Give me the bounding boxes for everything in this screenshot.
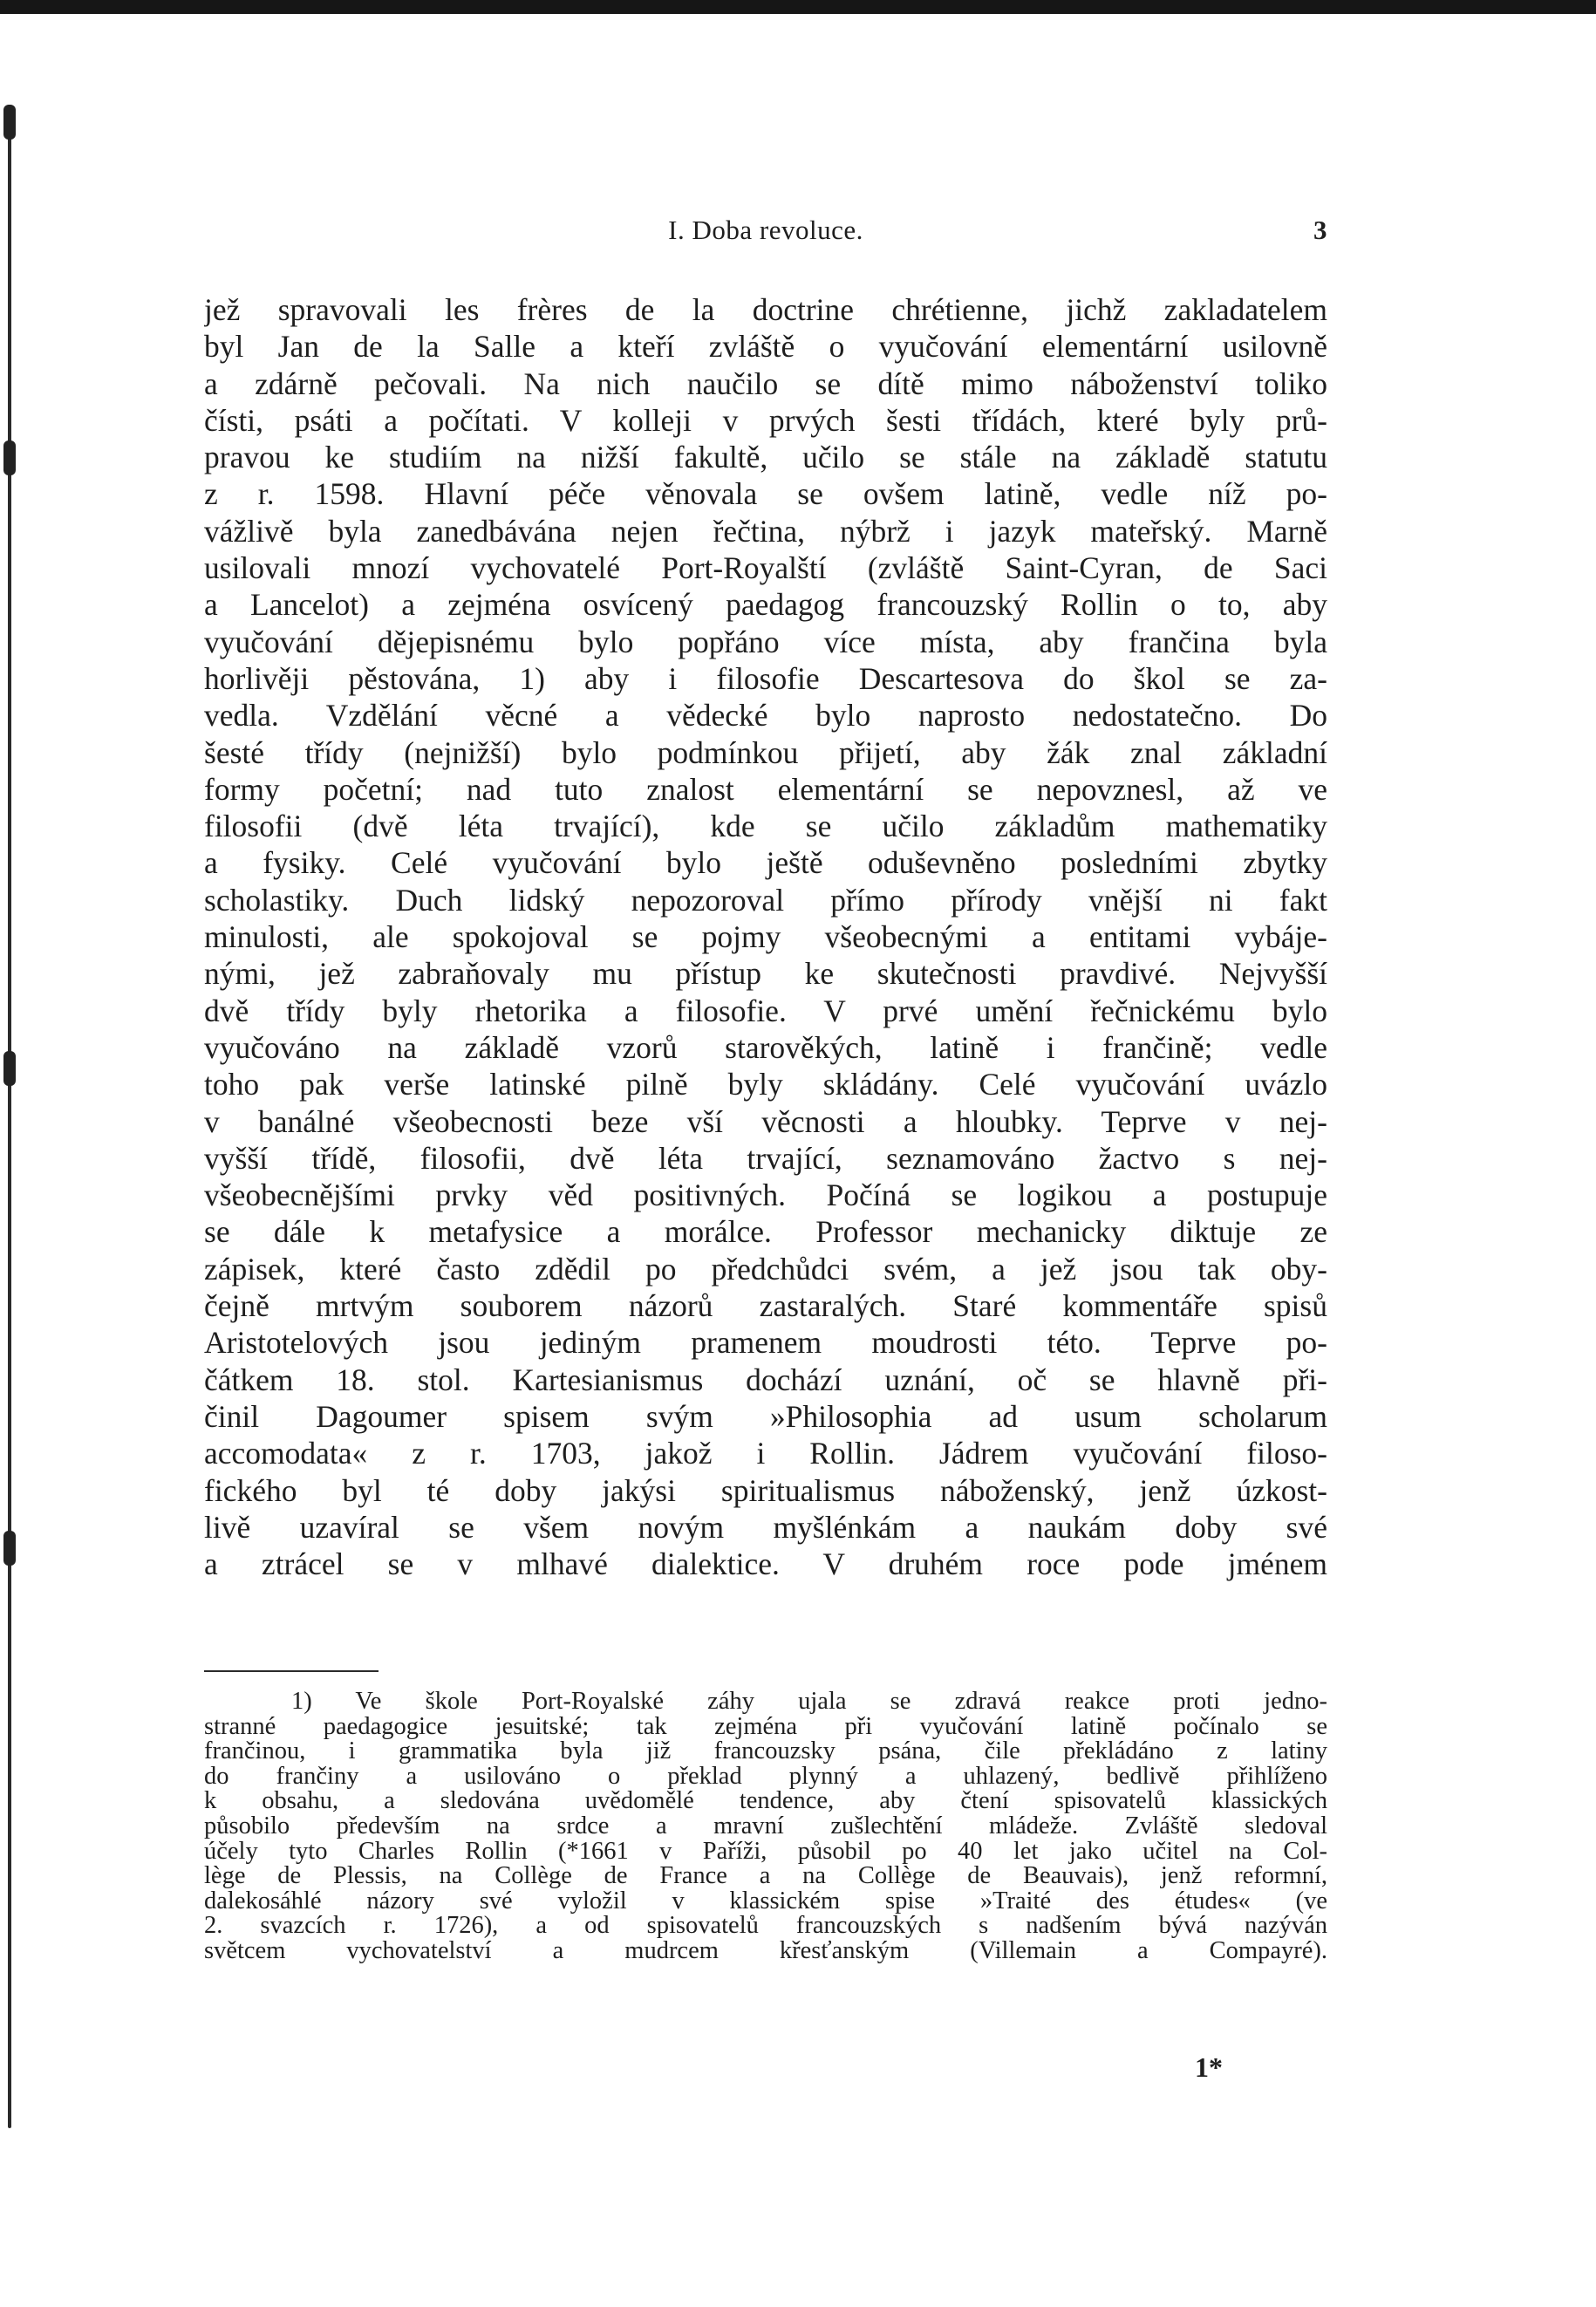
text-line: čejně mrtvým souborem názorů zastaralých. Staré kommentáře spisů [204,1288,1327,1324]
text-line: byl Jan de la Salle a kteří zvláště o vyučování elementární usilovně [204,329,1327,365]
footnote-line: dalekosáhlé názory své vyložil v klassickém spise »Traité des études« (ve [204,1888,1327,1915]
text-line: jež spravovali les frères de la doctrine chrétienne, jichž zakladatelem [204,292,1327,327]
text-line: livě uzavíral se všem novým myšlénkám a naukám doby své [204,1509,1327,1545]
text-line: toho pak verše latinské pilně byly skládány. Celé vyučování uvázlo [204,1067,1327,1102]
binding-mark [3,1531,16,1566]
binding-mark [3,440,16,475]
text-line: usilovali mnozí vychovatelé Port-Royalští (zvláště Saint-Cyran, de Saci [204,550,1327,586]
running-header [204,215,1327,253]
text-line: filosofii (dvě léta trvající), kde se učilo základům mathematiky [204,809,1327,844]
page-number: 3 [1313,215,1327,245]
text-line: accomodata« z r. 1703, jakož i Rollin. Jádrem vyučování filoso- [204,1436,1327,1471]
footnote-line: působilo především na srdce a mravní zušlechtění mládeže. Zvláště sledoval [204,1813,1327,1839]
footnote-line: k obsahu, a sledována uvědomělé tendence, aby čtení spisovatelů klassických [204,1789,1327,1814]
text-line: a fysiky. Celé vyučování bylo ještě oduševněno posledními zbytky [204,845,1327,881]
text-line: pravou ke studiím na nižší fakultě, učilo se stále na základě statutu [204,440,1327,475]
text-line: zápisek, které často zdědil po předchůdci svém, a jež jsou tak oby- [204,1251,1327,1287]
text-line: fického byl té doby jakýsi spiritualismus náboženský, jenž úzkost- [204,1472,1327,1508]
footnote-line: 1) Ve škole Port-Royalské záhy ujala se zdravá reakce proti jedno- [291,1689,1327,1715]
binding-mark [3,1051,16,1086]
binding-mark [3,105,16,140]
text-line: dvě třídy byly rhetorika a filosofie. V prvé umění řečnickému bylo [204,993,1327,1028]
footnote-line: stranné paedagogice jesuitské; tak zejména při vyučování latině počínalo se [204,1714,1327,1740]
footnote-line: do frančiny a usilováno o překlad plynný a uhlazený, bedlivě přihlíženo [204,1764,1327,1790]
text-line: Aristotelových jsou jediným pramenem moudrosti této. Teprve po- [204,1325,1327,1361]
text-line: vedla. Vzdělání věcné a vědecké bylo naprosto nedostatečno. Do [204,698,1327,734]
text-line: scholastiky. Duch lidský nepozoroval přímo přírody vnější ni fakt [204,882,1327,918]
text-line: vyšší třídě, filosofii, dvě léta trvající, seznamováno žactvo s nej- [204,1140,1327,1176]
text-line: a zdárně pečovali. Na nich naučilo se dítě mimo náboženství toliko [204,365,1327,401]
text-line: a ztrácel se v mlhavé dialektice. V druhém roce pode jménem [204,1546,1327,1582]
text-line: vyučováno na základě vzorů starověkých, latině i frančině; vedle [204,1029,1327,1065]
footnote [204,1689,1327,1964]
text-line: z r. 1598. Hlavní péče věnovala se ovšem latině, vedle níž po- [204,476,1327,512]
text-line: minulosti, ale spokojoval se pojmy všeobecnými a entitami vybáje- [204,919,1327,955]
text-line: šesté třídy (nejnižší) bylo podmínkou přijetí, aby žák znal základní [204,734,1327,770]
text-line: nými, jež zabraňovaly mu přístup ke skutečnosti pravdivé. Nejvyšší [204,956,1327,992]
signature-mark: 1* [1195,2051,1223,2083]
footnote-line: 2. svazcích r. 1726), a od spisovatelů francouzských s nadšením bývá nazýván [204,1914,1327,1939]
footnote-line: frančinou, i grammatika byla již francouzsky psána, čile překládáno z latiny [204,1739,1327,1764]
text-line: horlivěji pěstována, 1) aby i filosofie Descartesova do škol se za- [204,660,1327,696]
text-line: čátkem 18. stol. Kartesianismus dochází uznání, oč se hlavně při- [204,1362,1327,1397]
binding-edge-line [8,105,11,2128]
text-line: se dále k metafysice a morálce. Professor mechanicky diktuje ze [204,1214,1327,1250]
text-line: a Lancelot) a zejména osvícený paedagog francouzský Rollin o to, aby [204,587,1327,623]
header-title: I. Doba revoluce. [668,215,863,245]
footnote-line: lège de Plessis, na Collège de France a na Collège de Beauvais), jenž reformní, [204,1864,1327,1889]
text-line: činil Dagoumer spisem svým »Philosophia ad usum scholarum [204,1398,1327,1434]
text-line: vážlivě byla zanedbávána nejen řečtina, nýbrž i jazyk mateřský. Marně [204,513,1327,549]
footnote-line: účely tyto Charles Rollin (*1661 v Paříži, působil po 40 let jako učitel na Col- [204,1839,1327,1865]
footnote-separator [204,1670,379,1672]
text-line: v banálné všeobecnosti beze vší věcnosti a hloubky. Teprve v nej- [204,1103,1327,1139]
footnote-line: světcem vychovatelství a mudrcem křesťanským (Villemain a Compayré). [204,1938,1327,1964]
main-text [204,291,1327,1582]
text-line: vyučování dějepisnému bylo popřáno více místa, aby frančina byla [204,624,1327,659]
text-line: čísti, psáti a počítati. V kolleji v prvých šesti třídách, které byly prů- [204,402,1327,438]
text-line: všeobecnějšími prvky věd positivných. Počíná se logikou a postupuje [204,1177,1327,1213]
text-line: formy početní; nad tuto znalost elementární se nepovznesl, až ve [204,771,1327,807]
scan-top-edge [0,0,1596,14]
